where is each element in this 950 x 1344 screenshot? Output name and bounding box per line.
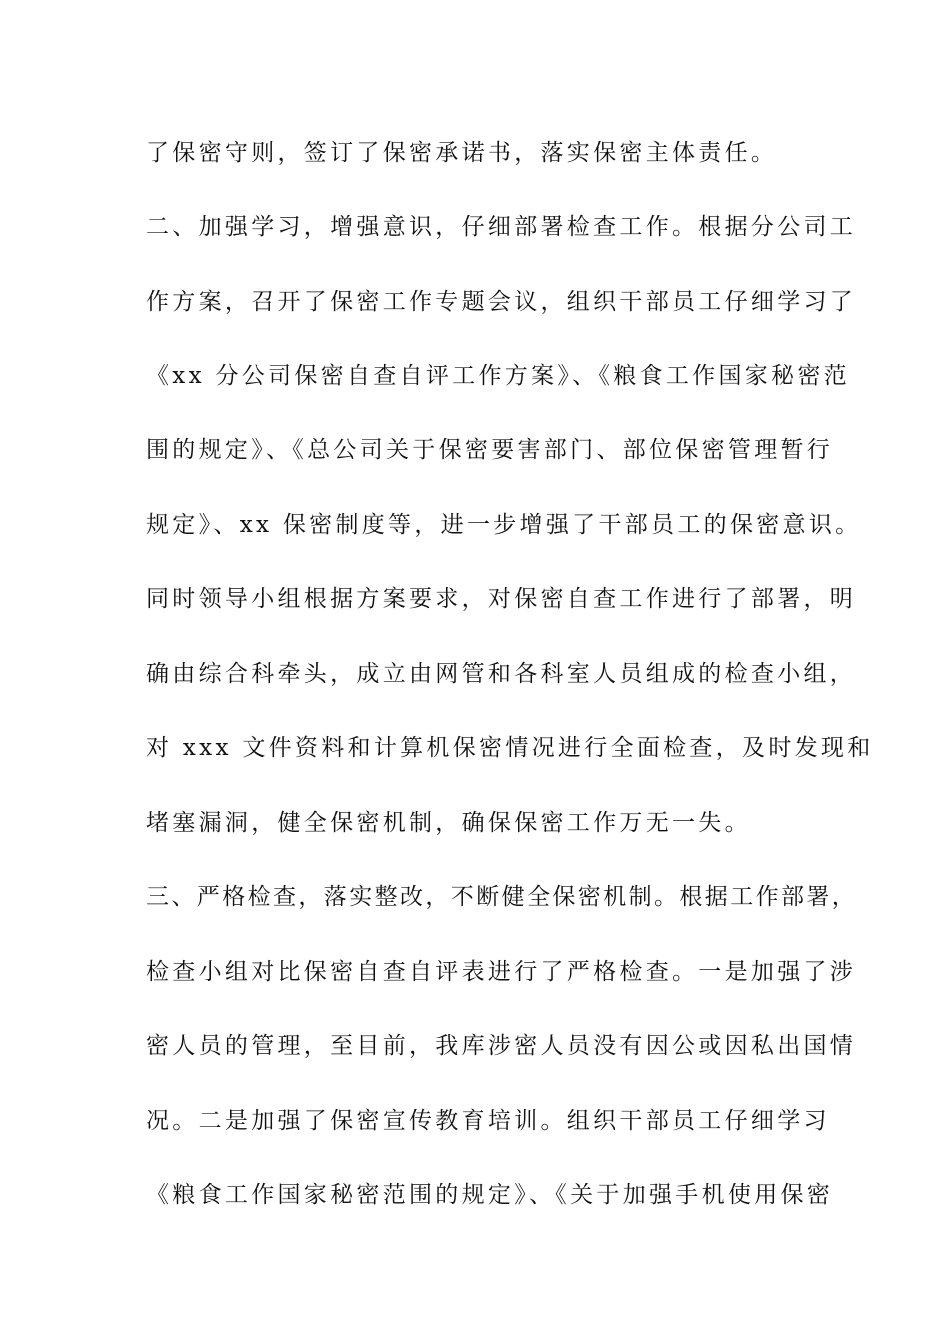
text-line: 二、加强学习，增强意识，仔细部署检查工作。根据分公司工 [146, 214, 857, 240]
text-line: 《xx 分公司保密自查自评工作方案》、《粮食工作国家秘密范 [146, 363, 850, 389]
text-line: 《粮食工作国家秘密范围的规定》、《关于加强手机使用保密 [146, 1182, 834, 1208]
text-line: 三、严格检查，落实整改，不断健全保密机制。根据工作部署， [146, 884, 858, 910]
text-line: 密人员的管理，至目前，我库涉密人员没有因公或因私出国情 [146, 1033, 857, 1059]
text-line: 对 xxx 文件资料和计算机保密情况进行全面检查，及时发现和 [146, 735, 874, 761]
text-line: 了保密守则，签订了保密承诺书，落实保密主体责任。 [146, 140, 778, 166]
text-line: 围的规定》、《总公司关于保密要害部门、部位保密管理暂行 [146, 437, 834, 463]
text-line: 堵塞漏洞，健全保密机制，确保保密工作万无一失。 [146, 810, 751, 836]
text-line: 况。二是加强了保密宣传教育培训。组织干部员工仔细学习 [146, 1108, 830, 1134]
text-line: 规定》、xx 保密制度等，进一步增强了干部员工的保密意识。 [146, 512, 862, 538]
text-line: 确由综合科牵头，成立由网管和各科室人员组成的检查小组， [146, 661, 857, 687]
text-line: 同时领导小组根据方案要求，对保密自查工作进行了部署，明 [146, 586, 857, 612]
text-line: 作方案，召开了保密工作专题会议，组织干部员工仔细学习了 [146, 289, 857, 315]
text-line: 检查小组对比保密自查自评表进行了严格检查。一是加强了涉 [146, 959, 857, 985]
